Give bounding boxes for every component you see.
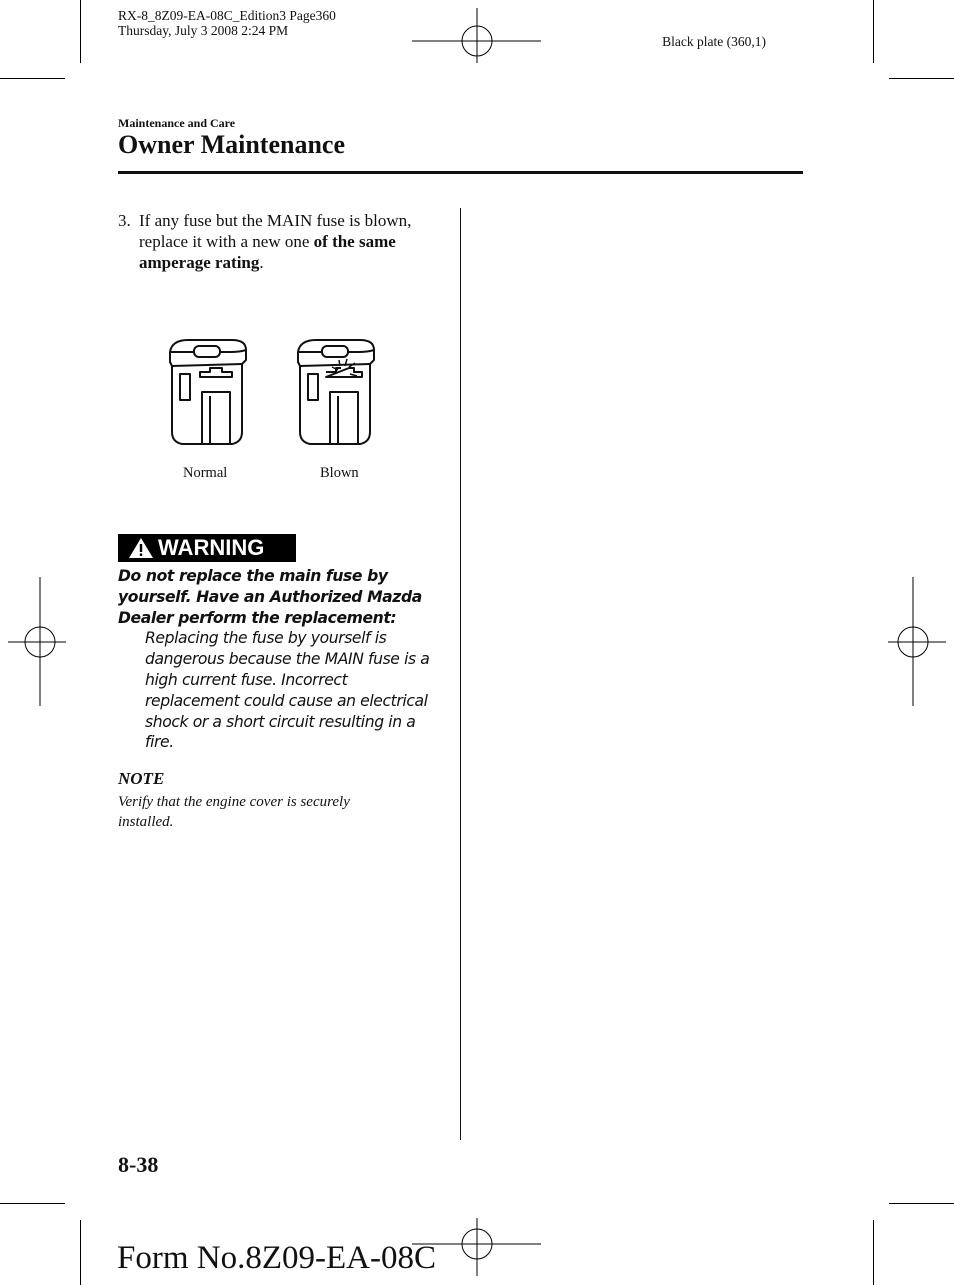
normal-fuse-image [170,340,246,444]
print-info [118,8,336,38]
print-info-line1: RX-8_8Z09-EA-08C_Edition3 Page360 [118,8,336,23]
page-number: 8-38 [118,1152,159,1177]
form-number: Form No.8Z09-EA-08C [117,1240,436,1276]
step-text [118,210,448,273]
step-text-bold: of the same amperage rating [139,232,396,272]
step-text-plain: If any fuse but the MAIN fuse is blown, replace it with a new one [139,211,412,251]
warning-text [118,566,443,753]
warning-bold-text: Do not replace the main fuse by yourself. Have an Authorized Mazda Dealer perform the replacement: [118,567,422,627]
page-title: Owner Maintenance [118,130,345,159]
title-rule [118,171,803,174]
caption-blown: Blown [320,465,359,481]
section-small-title: Maintenance and Care [118,116,236,130]
warning-body-text: Replacing the fuse by yourself is dangerous because the MAIN fuse is a high current fuse. Incorrect replacement could cause an electrical shock or a short circuit resulting in a fire. [145,629,430,752]
step-text-end: . [259,253,264,272]
column-divider [460,208,461,1140]
caption-normal: Normal [183,465,228,481]
blown-fuse-image [298,340,374,444]
note-text: Verify that the engine cover is securely installed. [118,794,350,830]
plate-label: Black plate (360,1) [662,34,766,49]
step-3 [118,210,448,273]
fuse-illustration [160,330,390,455]
warning-label: WARNING [158,535,265,560]
print-info-line2: Thursday, July 3 2008 2:24 PM [118,23,289,38]
step-number: 3. [118,211,131,230]
warning-triangle-icon [128,537,154,559]
note-title: NOTE [118,769,165,788]
warning-banner [118,534,296,562]
